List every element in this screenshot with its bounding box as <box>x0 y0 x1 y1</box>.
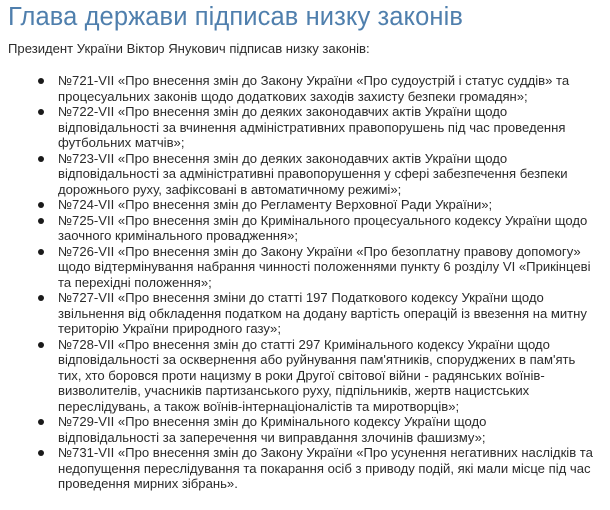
list-item <box>0 213 600 244</box>
list-item <box>0 414 600 445</box>
law-text: №722-VII «Про внесення змін до деяких законодавчих актів України щодо відповідальності за вчинення адміністративних правопорушень під час проведення футбольних матчів»; <box>58 104 566 150</box>
list-item <box>0 197 600 213</box>
list-item <box>0 244 600 291</box>
bullet-icon <box>38 109 44 115</box>
bullet-icon <box>38 295 44 301</box>
page-title: Глава держави підписав низку законів <box>8 3 463 31</box>
bullet-icon <box>38 218 44 224</box>
law-text: №731-VII «Про внесення змін до Закону України «Про усунення негативних наслідків та недопущення переслідування та покарання осіб з приводу подій, які мали місце під час проведення мирних зібрань». <box>58 445 593 491</box>
bullet-icon <box>38 342 44 348</box>
intro-text: Президент України Віктор Янукович підписав низку законів: <box>8 41 370 56</box>
law-list <box>0 73 600 492</box>
law-text: №725-VII «Про внесення змін до Кримінального процесуального кодексу України щодо заочного кримінального провадження»; <box>58 212 588 243</box>
law-text: №729-VII «Про внесення змін до Кримінального кодексу України щодо відповідальності за заперечення чи виправдання злочинів фашизму»; <box>58 414 487 445</box>
bullet-icon <box>38 419 44 425</box>
list-item <box>0 104 600 151</box>
list-item <box>0 290 600 337</box>
bullet-icon <box>38 249 44 255</box>
law-text: №728-VII «Про внесення змін до статті 297 Кримінального кодексу України щодо відповідальності за осквернення або руйнування пам'ятників, споруджених в пам'ять тих, хто боровся проти нацизму в роки Другої світової війни - радянських воїнів- визволителів, учасників партизанського руху, підпільників, жертв нацистських переслідувань, а також воїнів-інтернаціоналістів та миротворців»; <box>58 336 576 414</box>
bullet-icon <box>38 156 44 162</box>
bullet-icon <box>38 202 44 208</box>
law-text: №724-VII «Про внесення змін до Регламенту Верховної Ради України»; <box>58 197 493 212</box>
bullet-icon <box>38 450 44 456</box>
list-item <box>0 73 600 104</box>
bullet-icon <box>38 78 44 84</box>
law-text: №726-VII «Про внесення змін до Закону України «Про безоплатну правову допомогу» щодо відтермінування набрання чинності положеннями пункту 6 розділу VI «Прикінцеві та перехідні положення»; <box>58 243 591 290</box>
law-text: №723-VII «Про внесення змін до деяких законодавчих актів України щодо відповідальності за адміністративні правопорушення у сфері забезпечення безпеки дорожнього руху, зафіксовані в автоматичному режимі»; <box>58 150 568 197</box>
list-item <box>0 445 600 492</box>
list-item <box>0 151 600 198</box>
law-text: №721-VII «Про внесення змін до Закону України «Про судоустрій і статус суддів» та процесуальних законів щодо додаткових заходів захисту безпеки громадян»; <box>58 73 570 104</box>
law-text: №727-VII «Про внесення зміни до статті 197 Податкового кодексу України щодо звільнення від обкладення податком на додану вартість операцій із ввезення на митну територію України природного газу»; <box>58 290 587 336</box>
list-item <box>0 337 600 415</box>
